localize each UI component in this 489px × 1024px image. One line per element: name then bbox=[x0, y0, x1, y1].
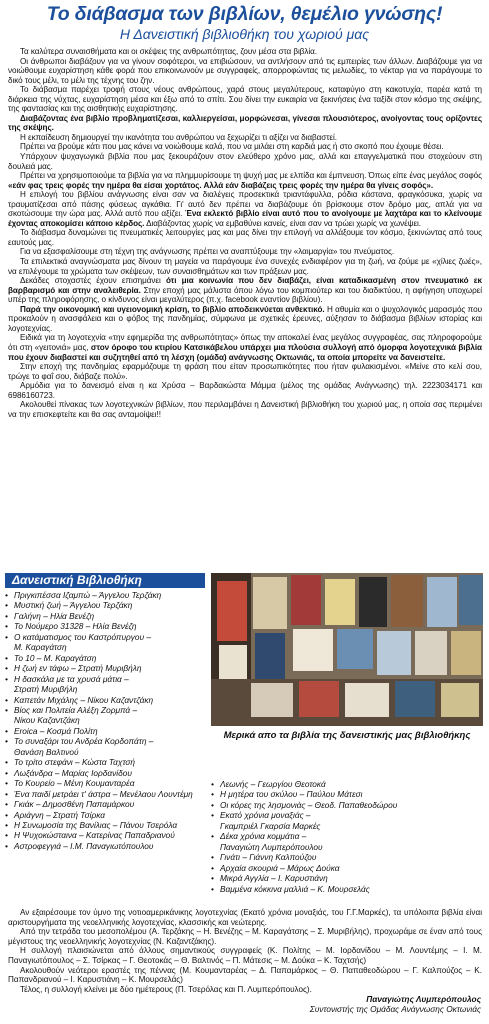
book-title: Η Συνωμοσία της Βανίλιας – Πάνου Τσερόλα bbox=[14, 819, 178, 830]
paragraph: Το διάβασμα παρέχει τροφή στους νέους ανθρώπους, χαρά στους μεγαλύτερους, καταφύγιο στη κακοτυχία, παρέα κατά τη διάρκεια της νύχτας, ευχαρίστηση μέσα και έξω από το σπίτι. Σου δίνει την ευκαιρία να ξεκινήσεις ένα ταξίδι στον κόσμο της σκέψης, της φαντασίας και της αισθητικής ευχαρίστησης. bbox=[8, 85, 482, 114]
book-title: Βαμμένα κόκκινα μαλλιά – Κ. Μουρσελάς bbox=[220, 883, 370, 894]
bullet-icon: • bbox=[5, 663, 8, 674]
book-title: Η δασκάλα με τα χρυσά μάτια – bbox=[14, 673, 129, 684]
bullet-icon: • bbox=[5, 819, 8, 830]
bullet-icon: • bbox=[211, 810, 214, 821]
book-list-item bbox=[211, 810, 483, 820]
book-title: Δέκα χρόνια κομμάτια – bbox=[220, 831, 307, 842]
book-list-item bbox=[5, 642, 205, 652]
book-title: Πριγκιπέσσα Ιζαμπώ – Άγγελου Τερζάκη bbox=[14, 590, 162, 600]
book-list-item bbox=[5, 715, 205, 725]
bullet-icon: • bbox=[5, 600, 8, 611]
book-title: Μυστική ζωή – Άγγελου Τερζάκη bbox=[14, 600, 133, 611]
paragraph: Υπάρχουν ψυχαγωγικά βιβλία που μας ξεκουράζουν στον ελεύθερο χρόνο μας, αλλά και επαγγελματικά που στοχεύουν στη δουλειά μας. bbox=[8, 152, 482, 171]
book-title: Παναγιώτη Λυμπερόπουλου bbox=[220, 841, 323, 852]
book-title: Καπετάν Μιχάλης – Νίκου Καζαντζάκη bbox=[14, 694, 154, 705]
book-list-item bbox=[211, 873, 483, 883]
book-title: Το Κουρείο – Μένη Κουμανταρέα bbox=[14, 778, 135, 789]
paragraph-text: Πρέπει να χρησιμοποιούμε τα βιβλία για να πλημμυρίσουμε τη ψυχή μας με ελπίδα και έμπνευση. Όπως είπε ένας μεγάλος σοφός bbox=[20, 171, 482, 181]
book-title: Μικρά Αγγλία – Ι. Καρυστιάνη bbox=[220, 873, 328, 884]
bullet-icon: • bbox=[5, 704, 8, 715]
paragraph: Τα επιλεκτικά αναγνώσματα μας δίνουν τη μαγεία να παράγουμε ένα συνεχές ενδιαφέρον για τη ζωή, να ζούμε με «χίλιες ζωές», να επιλέγουμε τα χρώματα των σκέψεων, των συναισθημάτων και των πράξεων μας. bbox=[8, 257, 482, 276]
bullet-icon: • bbox=[5, 840, 8, 851]
bullet-icon: • bbox=[5, 757, 8, 768]
book-list-item bbox=[5, 820, 205, 830]
article-title: Το διάβασμα των βιβλίων, θεμέλιο γνώσης! bbox=[46, 3, 443, 25]
bullet-icon: • bbox=[211, 862, 214, 873]
bullet-icon: • bbox=[5, 799, 8, 810]
bullet-icon: • bbox=[211, 779, 214, 789]
book-list-item bbox=[5, 810, 205, 820]
bold-paragraph: Διαβάζοντας ένα βιβλίο προβληματίζεσαι, καλλιεργείσαι, μορφώνεσαι, γίνεσαι πλουσιότερος, ανοίγοντας τους ορίζοντες της σκέψης. bbox=[8, 113, 482, 133]
paragraph bbox=[8, 190, 482, 228]
bullet-icon: • bbox=[211, 799, 214, 810]
bold-sentence: ότι μια κοινωνία που δεν διαβάζει, είναι καταδικασμένη στον πνευματικό εκ βαρβαρισμό και στην αναλειθερία. bbox=[8, 276, 483, 295]
book-title: Εκατό χρόνια μοναξιάς – bbox=[220, 810, 311, 821]
book-list-item bbox=[5, 705, 205, 715]
article-subtitle: Η Δανειστική βιβλιοθήκη του χωριού μας bbox=[119, 26, 370, 42]
book-list-item bbox=[5, 841, 205, 851]
paragraph bbox=[8, 305, 482, 334]
book-list-item bbox=[5, 684, 205, 694]
bold-sentence: Ένα εκλεκτό βιβλίο είναι αυτό που το ανοίγουμε με λαχτάρα και το κλείνουμε έχοντας αποκομίσει κάποιο κέρδος. bbox=[8, 209, 482, 228]
book-list-item bbox=[5, 653, 205, 663]
library-banner: Δανειστική Βιβλιοθήκη bbox=[5, 573, 205, 588]
book-list-item bbox=[5, 621, 205, 631]
bullet-icon: • bbox=[5, 778, 8, 789]
paragraph: Ακολουθούν νεότεροι εραστές της πέννας (Μ. Κουμανταρέας – Δ. Παπαμάρκος – Θ. Παπαθεοδώρου – Γ. Καλπούζος – Κ. Παπανδριανού – Ι. Καρυστιάνη – Κ. Μουρσελάς) bbox=[8, 965, 482, 985]
article-body bbox=[8, 47, 482, 419]
book-list-right bbox=[211, 779, 483, 894]
bullet-icon: • bbox=[5, 673, 8, 684]
book-list-item bbox=[211, 842, 483, 852]
book-list-item bbox=[211, 852, 483, 862]
bullet-icon: • bbox=[5, 652, 8, 663]
paragraph: Τέλος, η συλλογή κλείνει με δύο ημέτερους (Π. Τσερόλας και Π. Λυμπερόπουλος). bbox=[20, 984, 312, 994]
book-list-item bbox=[5, 799, 205, 809]
bold-sentence: Παρά την οικονομική και υγειονομική κρίση, το βιβλίο αποδεικνύεται ανθεκτικό. bbox=[20, 304, 325, 314]
book-title: Γαλήνη – Ηλία Βενέζη bbox=[14, 610, 95, 621]
bullet-icon: • bbox=[5, 788, 8, 799]
book-title: Αστροφεγγιά – Ι.Μ. Παναγιωτόπουλου bbox=[14, 840, 154, 851]
paragraph: Η εκπαίδευση δημιουργεί την ικανότητα του ανθρώπου να ξεχωρίζει τι αξίζει να διαβαστεί. bbox=[20, 132, 337, 142]
bullet-icon: • bbox=[5, 736, 8, 747]
book-title: Το τρίτο στεφάνι – Κώστα Ταχτσή bbox=[14, 757, 136, 768]
book-list-item bbox=[5, 830, 205, 840]
book-title: Η μητέρα του σκύλου – Παύλου Μάτεσι bbox=[220, 789, 363, 800]
book-list-item bbox=[5, 611, 205, 621]
book-list-item bbox=[5, 600, 205, 610]
book-title: Βίος και Πολιτεία Αλέξη Ζορμπά – bbox=[14, 704, 138, 715]
book-title: Αριάγνη – Στρατή Τσίρκα bbox=[14, 809, 105, 820]
bullet-icon: • bbox=[5, 631, 8, 642]
paragraph bbox=[8, 333, 482, 362]
book-title: Λεωνής – Γεωργίου Θεοτοκά bbox=[220, 779, 326, 789]
bullet-icon: • bbox=[5, 610, 8, 621]
paragraph-text: Η επιλογή του βιβλίου ανάγνωσης είναι σαν να διαλέγεις προσεκτικά τριαντάφυλλα, ρόδια κάστανα, φραγκόσυκα, χωρίς να τραυματίζεσαι από πάσης φύσεως αγκάθια. Γι' αυτό δεν πρέπει να διαβάζουμε ότι βρίσκουμε στον δρόμο μας, απλά για να σκοτώσουμε την ώρα μας. Αλλά αυτό που αξίζει. bbox=[8, 190, 482, 219]
bullet-icon: • bbox=[211, 852, 214, 863]
paragraph: Ακολουθεί πίνακας των λογοτεχνικών βιβλίων, που περιλαμβάνει η Δανειστική βιβλιοθήκη του χωριού μας, η οποία σας περιμένει να την επισκεφτείτε και θα σας ανταμοίψει!! bbox=[8, 400, 482, 419]
books-photo-illustration bbox=[211, 573, 483, 726]
bullet-icon: • bbox=[5, 621, 8, 632]
bullet-icon: • bbox=[211, 831, 214, 842]
book-list-left bbox=[5, 590, 205, 851]
book-list-item bbox=[211, 821, 483, 831]
bullet-icon: • bbox=[211, 883, 214, 894]
paragraph: Αρμόδια για το δανεισμό είναι η κα Χρύσα – Βαρδακώστα Μάμμα (μέλος της ομάδας Ανάγνωσης) τηλ. 2223034171 και 6986160723. bbox=[8, 381, 482, 400]
bullet-icon: • bbox=[5, 725, 8, 736]
paragraph: Το διάβασμα δυναμώνει τις πνευματικές λειτουργίες μας και μας δίνει την επιλογή να αλλάξουμε τον κόσμο, ξεκινώντας από τους εαυτούς μας. bbox=[8, 228, 482, 247]
book-list-item bbox=[5, 747, 205, 757]
book-list-item bbox=[5, 757, 205, 767]
bullet-icon: • bbox=[5, 694, 8, 705]
book-title: Το Νούμερο 31328 – Ηλία Βενέζη bbox=[14, 621, 137, 632]
paragraph-text: Η αθυμία και ο ψυχολογικός μαρασμός που προκαλούν η ανασφάλεια και ο φόβος της πανδημίας, σύμφωνα με σχετικές έρευνες, αύξησαν το διάβασμα βιβλίων ιστορίας και λογοτεχνίας. bbox=[8, 304, 482, 333]
book-title: Γινάτι – Γιάννη Καλπούζου bbox=[220, 852, 317, 863]
paragraph-text: Διαβάζοντας χωρίς να εμβαθύνει κανείς, είναι σαν να τρώει χωρίς να χωνέψει. bbox=[146, 218, 421, 228]
book-title: Η ζωή εν τάφω – Στρατή Μυριβήλη bbox=[14, 663, 142, 674]
paragraph: Η συλλογή πλαισιώνεται από άλλους σημαντικούς συγγραφείς (Κ. Πολίτης – Μ. Ιορδανίδου – Μ. Λουντέμης – Ι. Μ. Παναγιωτόπουλος – Σ. Τσίρκας – Γ. Θεοτοκάς – Θ. Βαλτινός – Π. Μάτεσις – Μ. Δούκα – Κ. Ταχτσής) bbox=[8, 946, 482, 965]
book-title: Το συναξάρι του Ανδρέα Κορδοπάτη – bbox=[14, 736, 154, 747]
paragraph: Στην εποχή της πανδημίας εφαρμόζουμε τη φράση που είταν προσωπικότητες που ήταν φυλακισμένοι. «Μείνε στο κελί σου, τρώγε το φαΐ σου, διάβαζε πολύ». bbox=[8, 362, 482, 381]
book-title: Νίκου Καζαντζάκη bbox=[14, 715, 80, 726]
paragraph-text: Δεκάδες στοχαστές έχουν επισημάνει bbox=[20, 276, 161, 286]
closing-text bbox=[8, 908, 482, 994]
bold-quote: «εάν φας τρεις φορές την ημέρα θα είσαι χορτάτος. Αλλά εάν διαβάζεις τρεις φορές την ημέρα θα γίνεις σοφός». bbox=[8, 180, 434, 190]
bullet-icon: • bbox=[5, 809, 8, 820]
book-list-item bbox=[211, 789, 483, 799]
book-title: Ένα παιδί μετράει τ' άστρα – Μενέλαου Λουντέμη bbox=[14, 788, 193, 799]
book-title: Ο κατάματισμος του Καστρόπυργου – bbox=[14, 631, 152, 642]
paragraph: Για να εξασφαλίσουμε στη τέχνη της ανάγνωσης πρέπει να αναπτύξουμε την «λαιμαργία» του πνεύματος. bbox=[20, 247, 395, 257]
signature-name: Παναγιώτης Λυμπερόπουλος bbox=[366, 994, 481, 1004]
book-title: Οι κόρες της λησμονιάς – Θεοδ. Παπαθεοδώρου bbox=[220, 799, 398, 810]
paragraph-text: Στην εποχή μας μάλιστα όπου λόγω του κομπιούτερ και του διαδικτύου, η αφήγηση υποχωρεί υπέρ της πληροφόρησης, ο κίνδυνος είναι μεγαλύτερος (π.χ. facebook εναντίον βιβλίου). bbox=[8, 285, 482, 305]
book-title: Το 10 – Μ. Καραγάτση bbox=[14, 652, 97, 663]
book-list-item bbox=[211, 884, 483, 894]
paragraph: Τα καλύτερα συναισθήματα και οι σκέψεις της ανθρωπότητας, ζουν μέσα στα βιβλία. bbox=[20, 47, 317, 56]
book-list-item bbox=[5, 789, 205, 799]
book-title: Η Ψυχοκώσταινα – Κατερίνας Παπαδριανού bbox=[14, 830, 175, 841]
book-list-item bbox=[211, 800, 483, 810]
book-title: Γκιάκ – Δημοσθένη Παπαμάρκου bbox=[14, 799, 135, 810]
books-photo bbox=[211, 573, 483, 726]
book-title: Γκαμπριέλ Γκαρσία Μαρκές bbox=[220, 820, 321, 831]
paragraph bbox=[8, 276, 482, 305]
book-list-item bbox=[5, 768, 205, 778]
article-header bbox=[0, 0, 489, 43]
book-title: Στρατή Μυριβήλη bbox=[14, 684, 78, 695]
paragraph: Από την τετράδα του μεσοπολέμου (Α. Τερζάκης – Η. Βενέζης – Μ. Καραγάτσης – Σ. Μυριβήλης), προχωράμε σε έναν από τους μέγιστους της νεοελληνικής λογοτεχνίας (Ν. Καζαντζάκης). bbox=[8, 927, 482, 946]
bullet-icon: • bbox=[5, 767, 8, 778]
book-list-item bbox=[5, 663, 205, 673]
paragraph-text: Ειδικά για τη λογοτεχνία «την εφημερίδα της ανθρωπότητας» όπως την αποκαλεί ένας μεγάλος συγγραφέας, σας πληροφορούμε ότι στη «γειτονιά» μας, bbox=[8, 333, 482, 352]
book-list-item bbox=[5, 632, 205, 642]
bold-sentence: στον όροφο του κτιρίου Κατσικάβελου υπάρχει μια πλούσια συλλογή από όμορφα λογοτεχνικά βιβλία που έχουν διαβαστεί και συζητηθεί από τη λέσχη (ομάδα) ανάγνωσης Οκτωνιάς, τα οποία μπορείτε να δανειστείτε. bbox=[8, 342, 482, 362]
book-list-item bbox=[5, 695, 205, 705]
book-list-item bbox=[211, 779, 483, 789]
photo-caption: Μερικά απο τα βιβλία της δανειστικής μας βιβλιοθήκης bbox=[211, 726, 483, 746]
bullet-icon: • bbox=[211, 873, 214, 884]
book-title: Αρχαία σκουριά – Μάρως Δούκα bbox=[220, 862, 340, 873]
book-list-item bbox=[5, 674, 205, 684]
book-list-item bbox=[5, 726, 205, 736]
book-title: Λωξάνδρα – Μαρίας Ιορδανίδου bbox=[14, 767, 132, 778]
book-list-item bbox=[5, 778, 205, 788]
paragraph: Πρέπει να βρούμε κάτι που μας κάνει να νοιώθουμε καλά, που να μιλάει στη καρδιά μας ή στο σκοπό που έχουμε θέσει. bbox=[20, 142, 444, 152]
paragraph: Οι άνθρωποι διαβάζουν για να γίνουν σοφότεροι, να επιβιώσουν, να αντλήσουν από τις εμπειρίες των άλλων. Διαβάζουμε για να νοιώθουμε ευχαρίστηση κάθε φορά που επικοινωνούν με συγγραφείς, απορροφώντας τις μελωδίες, το νέκταρ για να παράγουμε το δικό τους μέλι, το μέλι της τέχνης του ζην. bbox=[8, 56, 482, 85]
book-list-item bbox=[211, 863, 483, 873]
book-list-item bbox=[5, 590, 205, 600]
signature bbox=[310, 994, 481, 1014]
paragraph: Αν εξαιρέσουμε τον ύμνο της νοτιοαμερικάνικης λογοτεχνίας (Εκατό χρόνια μοναξιάς, του Γ.Γ.Μαρκές), τα υπόλοιπα βιβλία είναι αριστουργήματα της νεοελληνικής λογοτεχνίας, κλασσικής και νεώτερης. bbox=[8, 908, 482, 927]
book-list-item bbox=[5, 736, 205, 746]
bullet-icon: • bbox=[5, 830, 8, 841]
book-title: Eroica – Κοσμά Πολίτη bbox=[14, 725, 98, 736]
signature-role: Συντονιστής της Ομάδας Ανάγνωσης Οκτωνιάς bbox=[309, 1004, 481, 1014]
paragraph bbox=[8, 171, 482, 190]
bullet-icon: • bbox=[5, 590, 8, 600]
bullet-icon: • bbox=[211, 789, 214, 800]
book-title: Θανάση Βαλτινού bbox=[14, 746, 79, 757]
book-list-item bbox=[211, 831, 483, 841]
book-title: Μ. Καραγάτση bbox=[14, 642, 67, 653]
